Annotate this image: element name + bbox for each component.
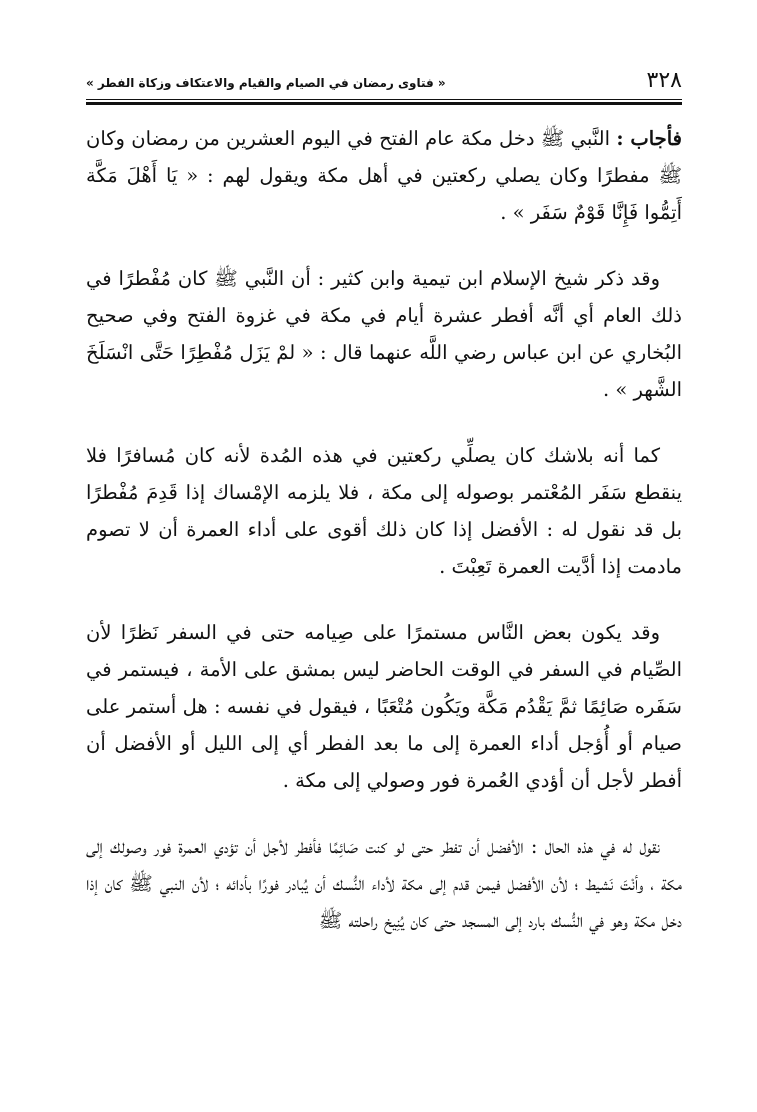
header-rule-thick xyxy=(86,102,682,105)
answer-lead: فأجاب : xyxy=(616,127,683,150)
paragraph xyxy=(86,437,682,585)
paragraph-text: وقد يكون بعض النَّاس مستمرًا على صِيامه حتى في السفر نَظرًا لأن الصِّيام في السفر في الوقت الحاضر ليس بمشق على الأمة ، فيستمر في سَفَره صَائِمًا ثمَّ يَقْدُم مَكَّة ويَكُون مُتْعَبًا ، فيقول في نفسه : هل أستمر على صيام أو أُؤجل أداء العمرة إلى ما بعد الفطر أي إلى الليل أو الأفضل أن أفطر لأجل أن أؤدي العُمرة فور وصولي إلى مكة . xyxy=(86,621,682,792)
header-rule-thin xyxy=(86,99,682,100)
paragraph xyxy=(86,120,682,231)
paragraph xyxy=(86,614,682,799)
paragraph xyxy=(86,828,682,939)
paragraph-text: وقد ذكر شيخ الإسلام ابن تيمية وابن كثير : أن النَّبي ﷺ كان مُفْطرًا في ذلك العام أي أنَّه أفطر عشرة أيام في مكة في غزوة الفتح وفي صحيح البُخاري عن ابن عباس رضي اللَّه عنهما قال : « لمْ يَزَل مُفْطِرًا حَتَّى انْسَلَخَ الشَّهر » . xyxy=(86,267,682,401)
running-title: « فتاوى رمضان في الصيام والقيام والاعتكاف وزكاة الفطر » xyxy=(86,76,446,90)
page-header xyxy=(86,68,682,98)
paragraph xyxy=(86,260,682,408)
paragraph-text: كما أنه بلاشك كان يصلِّي ركعتين في هذه المُدة لأنه كان مُسافرًا فلا ينقطع سَفَر المُعْتمر بوصوله إلى مكة ، فلا يلزمه الإمْساك إذا قَدِمَ مُفْطرًا بل قد نقول له : الأفضل إذا كان ذلك أقوى على أداء العمرة أن لا تصوم مادمت إذا أدَّيت العمرة تَعِبْتَ . xyxy=(86,444,682,578)
page-number: ٣٢٨ xyxy=(646,68,682,93)
body-text xyxy=(86,120,682,968)
paragraph-text: نقول له في هذه الحال : الأفضل أن تفطر حتى لو كنت صَائِمًا فأفطر لأجل أن تؤدي العمرة فور وصولك إلى مكة ، وأنْتَ نَشيط ؛ لأن الأفضل فيمن قدم إلى مكة لأداء النُّسك أن يُبادر فورًا بأدائه ؛ لأن النبي ﷺ كان إذا دخل مكة وهو في النُّسك بارد إلى المسجد حتى كان يُنِيخ راحلته ﷺ xyxy=(86,835,682,932)
paragraph-text: النَّبي ﷺ دخل مكة عام الفتح في اليوم العشرين من رمضان وكان ﷺ مفطرًا وكان يصلي ركعتين في أهل مكة ويقول لهم : « يَا أَهْلَ مَكَّة أَتِمُّوا فَإِنَّا قَوْمٌ سَفَر » . xyxy=(86,127,682,224)
